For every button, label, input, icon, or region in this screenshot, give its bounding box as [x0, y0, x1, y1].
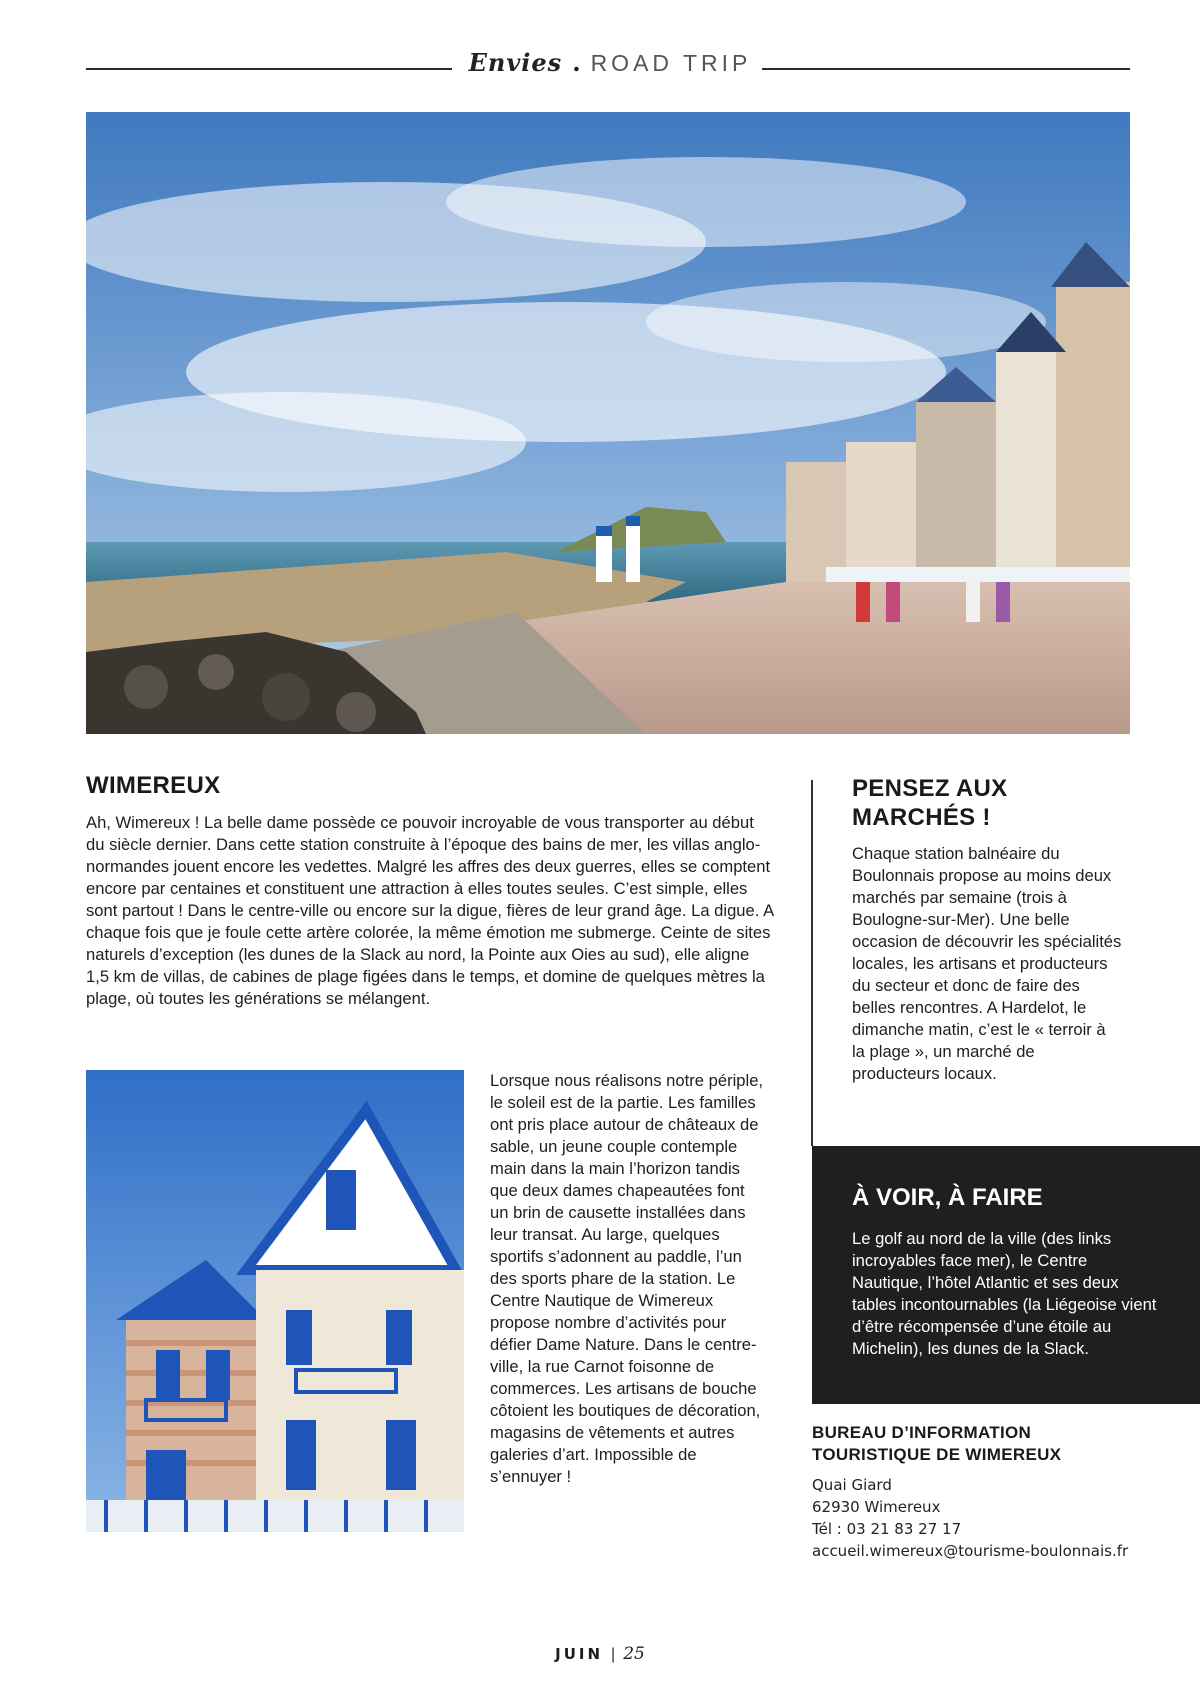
- category-name: ROAD TRIP: [590, 50, 752, 76]
- footer-separator: |: [611, 1646, 616, 1663]
- column-divider: [811, 780, 813, 1146]
- tourist-office-title-line2: TOURISTIQUE DE WIMEREUX: [812, 1445, 1062, 1464]
- header-rule-right: [762, 68, 1130, 70]
- page-footer: [0, 1644, 1200, 1664]
- page-number: 25: [623, 1644, 645, 1664]
- header-title: [460, 48, 760, 77]
- markets-title: [852, 774, 1112, 832]
- tourist-office-city: 62930 Wimereux: [812, 1498, 941, 1516]
- header-separator: .: [572, 48, 581, 77]
- footer-month: JUIN: [555, 1645, 604, 1663]
- markets-title-line1: PENSEZ AUX: [852, 775, 1008, 802]
- article-title: WIMEREUX: [86, 772, 221, 799]
- promenade-illustration: [86, 112, 1130, 734]
- tourist-office-title-line1: BUREAU D’INFORMATION: [812, 1423, 1032, 1442]
- article-intro: Ah, Wimereux ! La belle dame possède ce pouvoir incroyable de vous transporter au début du siècle dernier. Dans cette station construite à l’époque des bains de mer, les villas anglo-normandes jouent encore les vedettes. Malgré les affres des deux guerres, elles se comptent encore par centaines et constituent une attraction à elles toutes seules. C’est simple, elles sont partout ! Dans le centre-ville ou encore sur la digue, fières de leur grand âge. La digue. A chaque fois que je foule cette artère colorée, la même émotion me submerge. Ceinte de sites naturels d’exception (les dunes de la Slack au nord, la Pointe aux Oies au sud), elle aligne 1,5 km de villas, de cabines de plage figées dans le temps, et domine de quelques mètres la plage, où toutes les générations se mélangent.: [86, 813, 774, 1008]
- tourist-office-title: [812, 1422, 1172, 1466]
- tourist-office-email[interactable]: accueil.wimereux@tourisme-boulonnais.fr: [812, 1542, 1129, 1560]
- villa-photo: [86, 1070, 464, 1532]
- markets-text: Chaque station balnéaire du Boulonnais propose au moins deux marchés par semaine (trois à Boulogne-sur-Mer). Une belle occasion de découvrir les spécialités locales, les artisans et producteurs du secteur et donc de faire des belles rencontres. A Hardelot, le dimanche matin, c’est le « terroir à la plage », un marché de producteurs locaux.: [852, 844, 1122, 1083]
- page-header: [86, 46, 1130, 86]
- tourist-office-phone: Tél : 03 21 83 27 17: [812, 1520, 962, 1538]
- to-see-text: Le golf au nord de la ville (des links incroyables face mer), le Centre Nautique, l’hôtel Atlantic et ses deux tables incontournables (la Liégeoise vient d’être récompensée d’une étoile au Michelin), les dunes de la Slack.: [852, 1229, 1157, 1358]
- markets-title-line2: MARCHÉS !: [852, 804, 991, 831]
- article-second-paragraph: Lorsque nous réalisons notre périple, le soleil est de la partie. Les familles ont pris place autour de châteaux de sable, un jeune couple contemple main dans la main l’horizon tandis que deux dames chapeautées font un brin de causette installées dans leur transat. Au large, quelques sportifs s’adonnent au paddle, l’un des sports phare de la station. Le Centre Nautique de Wimereux propose nombre d’activités pour défier Dame Nature. Dans le centre-ville, la rue Carnot foisonne de commerces. Les artisans de bouche côtoient les boutiques de décoration, magasins de vêtements et autres galeries d’art. Impossible de s’ennuyer !: [490, 1071, 764, 1486]
- tourist-office-contact: [812, 1474, 1192, 1562]
- header-rule-left: [86, 68, 452, 70]
- section-name: Envies: [468, 48, 563, 77]
- tourist-office-address: Quai Giard: [812, 1476, 892, 1494]
- hero-photo-promenade: [86, 112, 1130, 734]
- to-see-title: À VOIR, À FAIRE: [852, 1184, 1043, 1211]
- to-see-box: [812, 1146, 1200, 1404]
- villa-illustration: [86, 1070, 464, 1532]
